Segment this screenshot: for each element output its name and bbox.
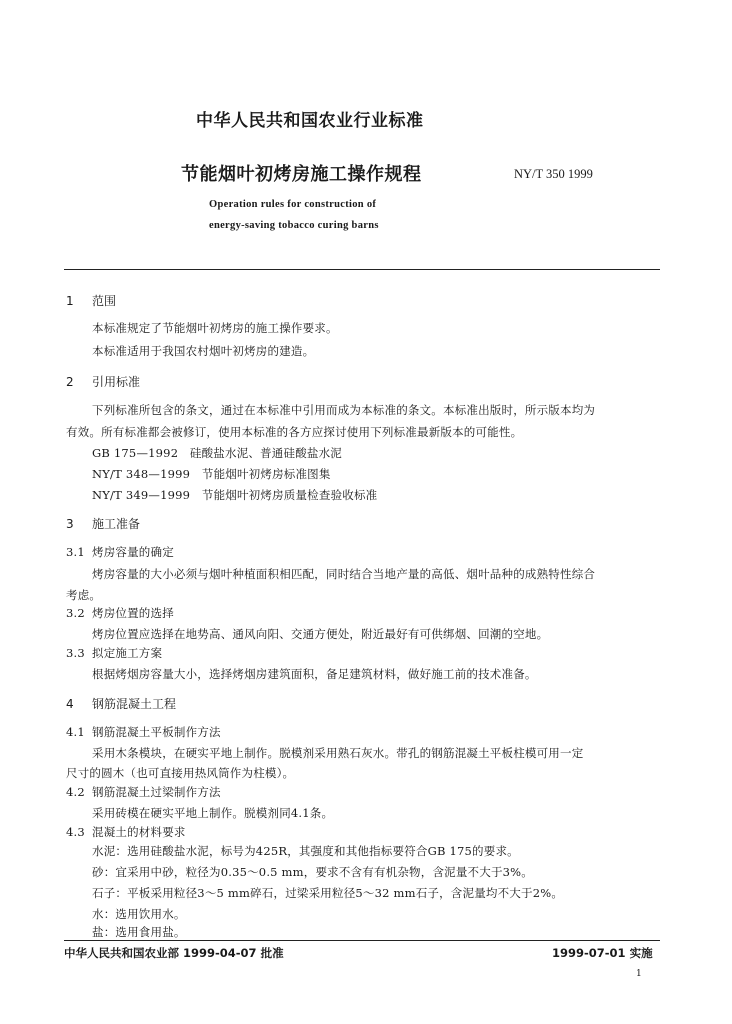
subsection-title: 拟定施工方案 [92, 646, 163, 660]
section-title: 施工准备 [92, 517, 141, 531]
subsection-3-1-heading [66, 544, 174, 560]
subsection-number: 3.3 [66, 646, 85, 660]
section-1-heading [66, 292, 116, 309]
material-item: 石子：平板采用粒径3～5 mm碎石，过梁采用粒径5～32 mm石子，含泥量均不大于2%。 [92, 886, 564, 900]
subsection-number: 4.1 [66, 725, 85, 739]
standard-code: NY/T 350 1999 [514, 167, 593, 181]
subsection-3-2-heading [66, 605, 174, 621]
section-title: 范围 [92, 294, 117, 308]
reference-item: GB 175—1992 硅酸盐水泥、普通硅酸盐水泥 [92, 446, 343, 460]
paragraph: 本标准适用于我国农村烟叶初烤房的建造。 [92, 344, 315, 358]
paragraph: 本标准规定了节能烟叶初烤房的施工操作要求。 [92, 321, 338, 335]
section-number: 2 [66, 375, 74, 389]
paragraph: 下列标准所包含的条文，通过在本标准中引用而成为本标准的条文。本标准出版时，所示版本均为 [92, 403, 596, 417]
material-item: 砂：宜采用中砂，粒径为0.35～0.5 mm，要求不含有有机杂物，含泥量不大于3%。 [92, 865, 533, 879]
material-item: 水：选用饮用水。 [92, 907, 186, 921]
section-2-heading [66, 373, 140, 390]
subsection-title: 烤房位置的选择 [92, 606, 174, 620]
section-title: 钢筋混凝土工程 [92, 697, 177, 711]
material-item: 水泥：选用硅酸盐水泥，标号为425R，其强度和其他指标要符合GB 175的要求。 [92, 844, 519, 858]
subsection-number: 4.2 [66, 785, 85, 799]
english-title-line2: energy-saving tobacco curing barns [209, 220, 379, 231]
reference-item: NY/T 348—1999 节能烟叶初烤房标准图集 [92, 467, 331, 481]
subsection-3-3-heading [66, 645, 162, 661]
paragraph: 采用木条模块，在硬实平地上制作。脱模剂采用熟石灰水。带孔的钢筋混凝土平板柱模可用一定 [92, 746, 584, 760]
subsection-title: 混凝土的材料要求 [92, 825, 186, 839]
subsection-title: 烤房容量的确定 [92, 545, 174, 559]
paragraph: 有效。所有标准都会被修订，使用本标准的各方应探讨使用下列标准最新版本的可能性。 [66, 425, 523, 439]
reference-item: NY/T 349—1999 节能烟叶初烤房质量检查验收标准 [92, 488, 378, 502]
document-title: 节能烟叶初烤房施工操作规程 [181, 164, 422, 185]
page-number: 1 [636, 969, 642, 979]
subsection-number: 3.1 [66, 545, 85, 559]
section-number: 4 [66, 697, 74, 711]
paragraph: 根据烤烟房容量大小，选择烤烟房建筑面积，备足建筑材料，做好施工前的技术准备。 [92, 667, 537, 681]
material-item: 盐：选用食用盐。 [92, 925, 186, 939]
subsection-number: 4.3 [66, 825, 85, 839]
approval-date: 中华人民共和国农业部 1999-04-07 批准 [64, 946, 284, 960]
section-number: 3 [66, 517, 74, 531]
footer-divider [64, 940, 660, 941]
subsection-4-3-heading [66, 824, 186, 840]
section-title: 引用标准 [92, 375, 141, 389]
english-title-line1: Operation rules for construction of [209, 199, 377, 210]
subsection-number: 3.2 [66, 606, 85, 620]
subsection-title: 钢筋混凝土平板制作方法 [92, 725, 221, 739]
section-number: 1 [66, 294, 74, 308]
section-4-heading [66, 695, 176, 712]
section-3-heading [66, 515, 140, 532]
subsection-4-2-heading [66, 784, 221, 800]
paragraph: 采用砖模在硬实平地上制作。脱模剂同4.1条。 [92, 806, 334, 820]
paragraph: 考虑。 [66, 588, 102, 602]
paragraph: 烤房容量的大小必须与烟叶种植面积相匹配，同时结合当地产量的高低、烟叶品种的成熟特性综合 [92, 567, 596, 581]
subsection-title: 钢筋混凝土过梁制作方法 [92, 785, 221, 799]
paragraph: 尺寸的圆木（也可直接用热风筒作为柱模）。 [66, 766, 295, 780]
issuing-organization: 中华人民共和国农业行业标准 [196, 111, 424, 131]
effective-date: 1999-07-01 实施 [552, 946, 653, 960]
header-divider [64, 269, 660, 270]
subsection-4-1-heading [66, 724, 221, 740]
paragraph: 烤房位置应选择在地势高、通风向阳、交通方便处，附近最好有可供绑烟、回潮的空地。 [92, 627, 549, 641]
